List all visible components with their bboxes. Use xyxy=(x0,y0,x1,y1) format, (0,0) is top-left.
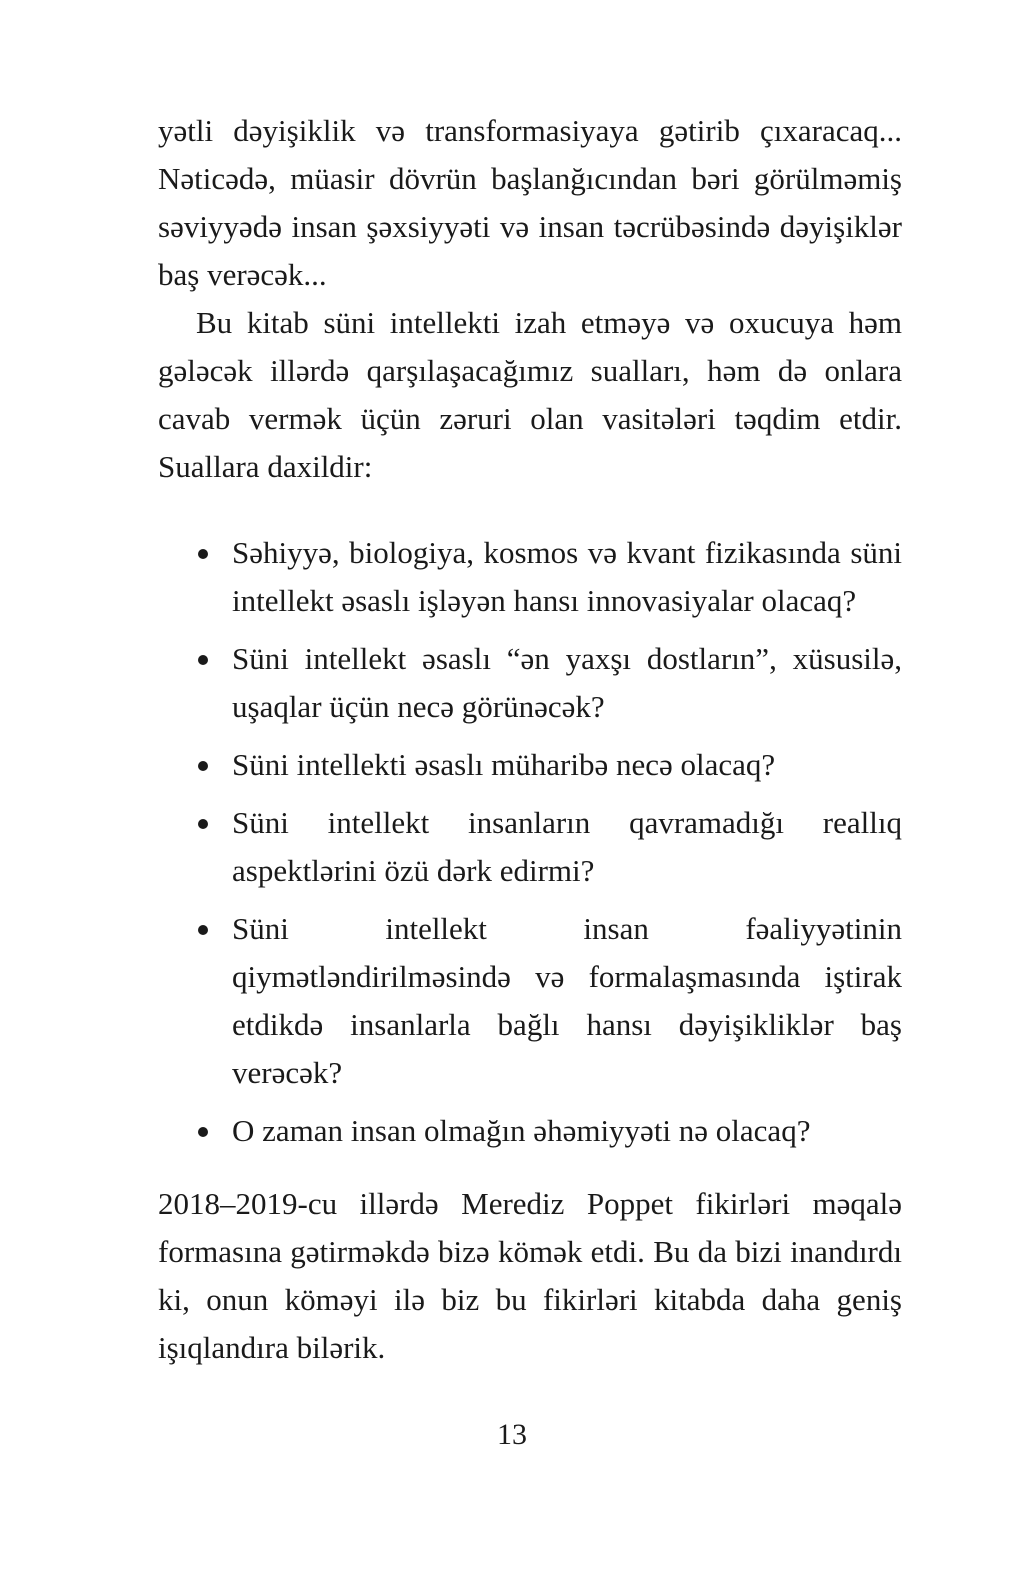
questions-list xyxy=(158,529,902,1165)
bullet-icon xyxy=(198,925,208,935)
bullet-icon xyxy=(198,761,208,771)
bullet-icon xyxy=(198,655,208,665)
intro-section xyxy=(158,107,902,491)
question-text: Süni intellekt əsaslı “ən yaxşı dostların”, xüsusilə, uşaqlar üçün necə görünəcək? xyxy=(232,641,902,724)
question-text: Süni intellekt insan fəaliyyətinin qiymətləndirilməsində və formalaşmasında iştirak etdikdə insanlarla bağlı hansı dəyişikliklər baş verəcək? xyxy=(232,911,902,1090)
list-item xyxy=(158,1107,902,1155)
list-item xyxy=(158,905,902,1097)
list-item xyxy=(158,635,902,731)
question-text: Süni intellekti əsaslı müharibə necə olacaq? xyxy=(232,747,776,782)
intro-paragraph-continuation: yətli dəyişiklik və transformasiyaya gətirib çıxaracaq... Nəticədə, müasir dövrün başlanğıcından bəri görülməmiş səviyyədə insan şəxsiyyəti və insan təcrübəsində dəyişiklər baş verəcək... xyxy=(158,113,902,292)
question-text: Səhiyyə, biologiya, kosmos və kvant fizikasında süni intellekt əsaslı işləyən hansı innovasiyalar olacaq? xyxy=(232,535,902,618)
list-item xyxy=(158,529,902,625)
page-number: 13 xyxy=(497,1418,527,1451)
question-text: Süni intellekt insanların qavramadığı reallıq aspektlərini özü dərk edirmi? xyxy=(232,805,902,888)
question-text: O zaman insan olmağın əhəmiyyəti nə olacaq? xyxy=(232,1113,811,1148)
bullet-icon xyxy=(198,819,208,829)
closing-section xyxy=(158,1180,902,1372)
bullet-icon xyxy=(198,1127,208,1137)
list-item xyxy=(158,741,902,789)
list-item xyxy=(158,799,902,895)
closing-paragraph: 2018–2019-cu illərdə Merediz Poppet fikirləri məqalə formasına gətirməkdə bizə kömək etdi. Bu da bizi inandırdı ki, onun köməyi ilə biz bu fikirləri kitabda daha geniş işıqlandıra bilərik. xyxy=(158,1186,902,1365)
intro-paragraph-questions-lead: Bu kitab süni intellekti izah etməyə və oxucuya həm gələcək illərdə qarşılaşacağımız sualları, həm də onlara cavab vermək üçün zəruri olan vasitələri təqdim etdir. Suallara daxildir: xyxy=(158,305,902,484)
bullet-icon xyxy=(198,549,208,559)
